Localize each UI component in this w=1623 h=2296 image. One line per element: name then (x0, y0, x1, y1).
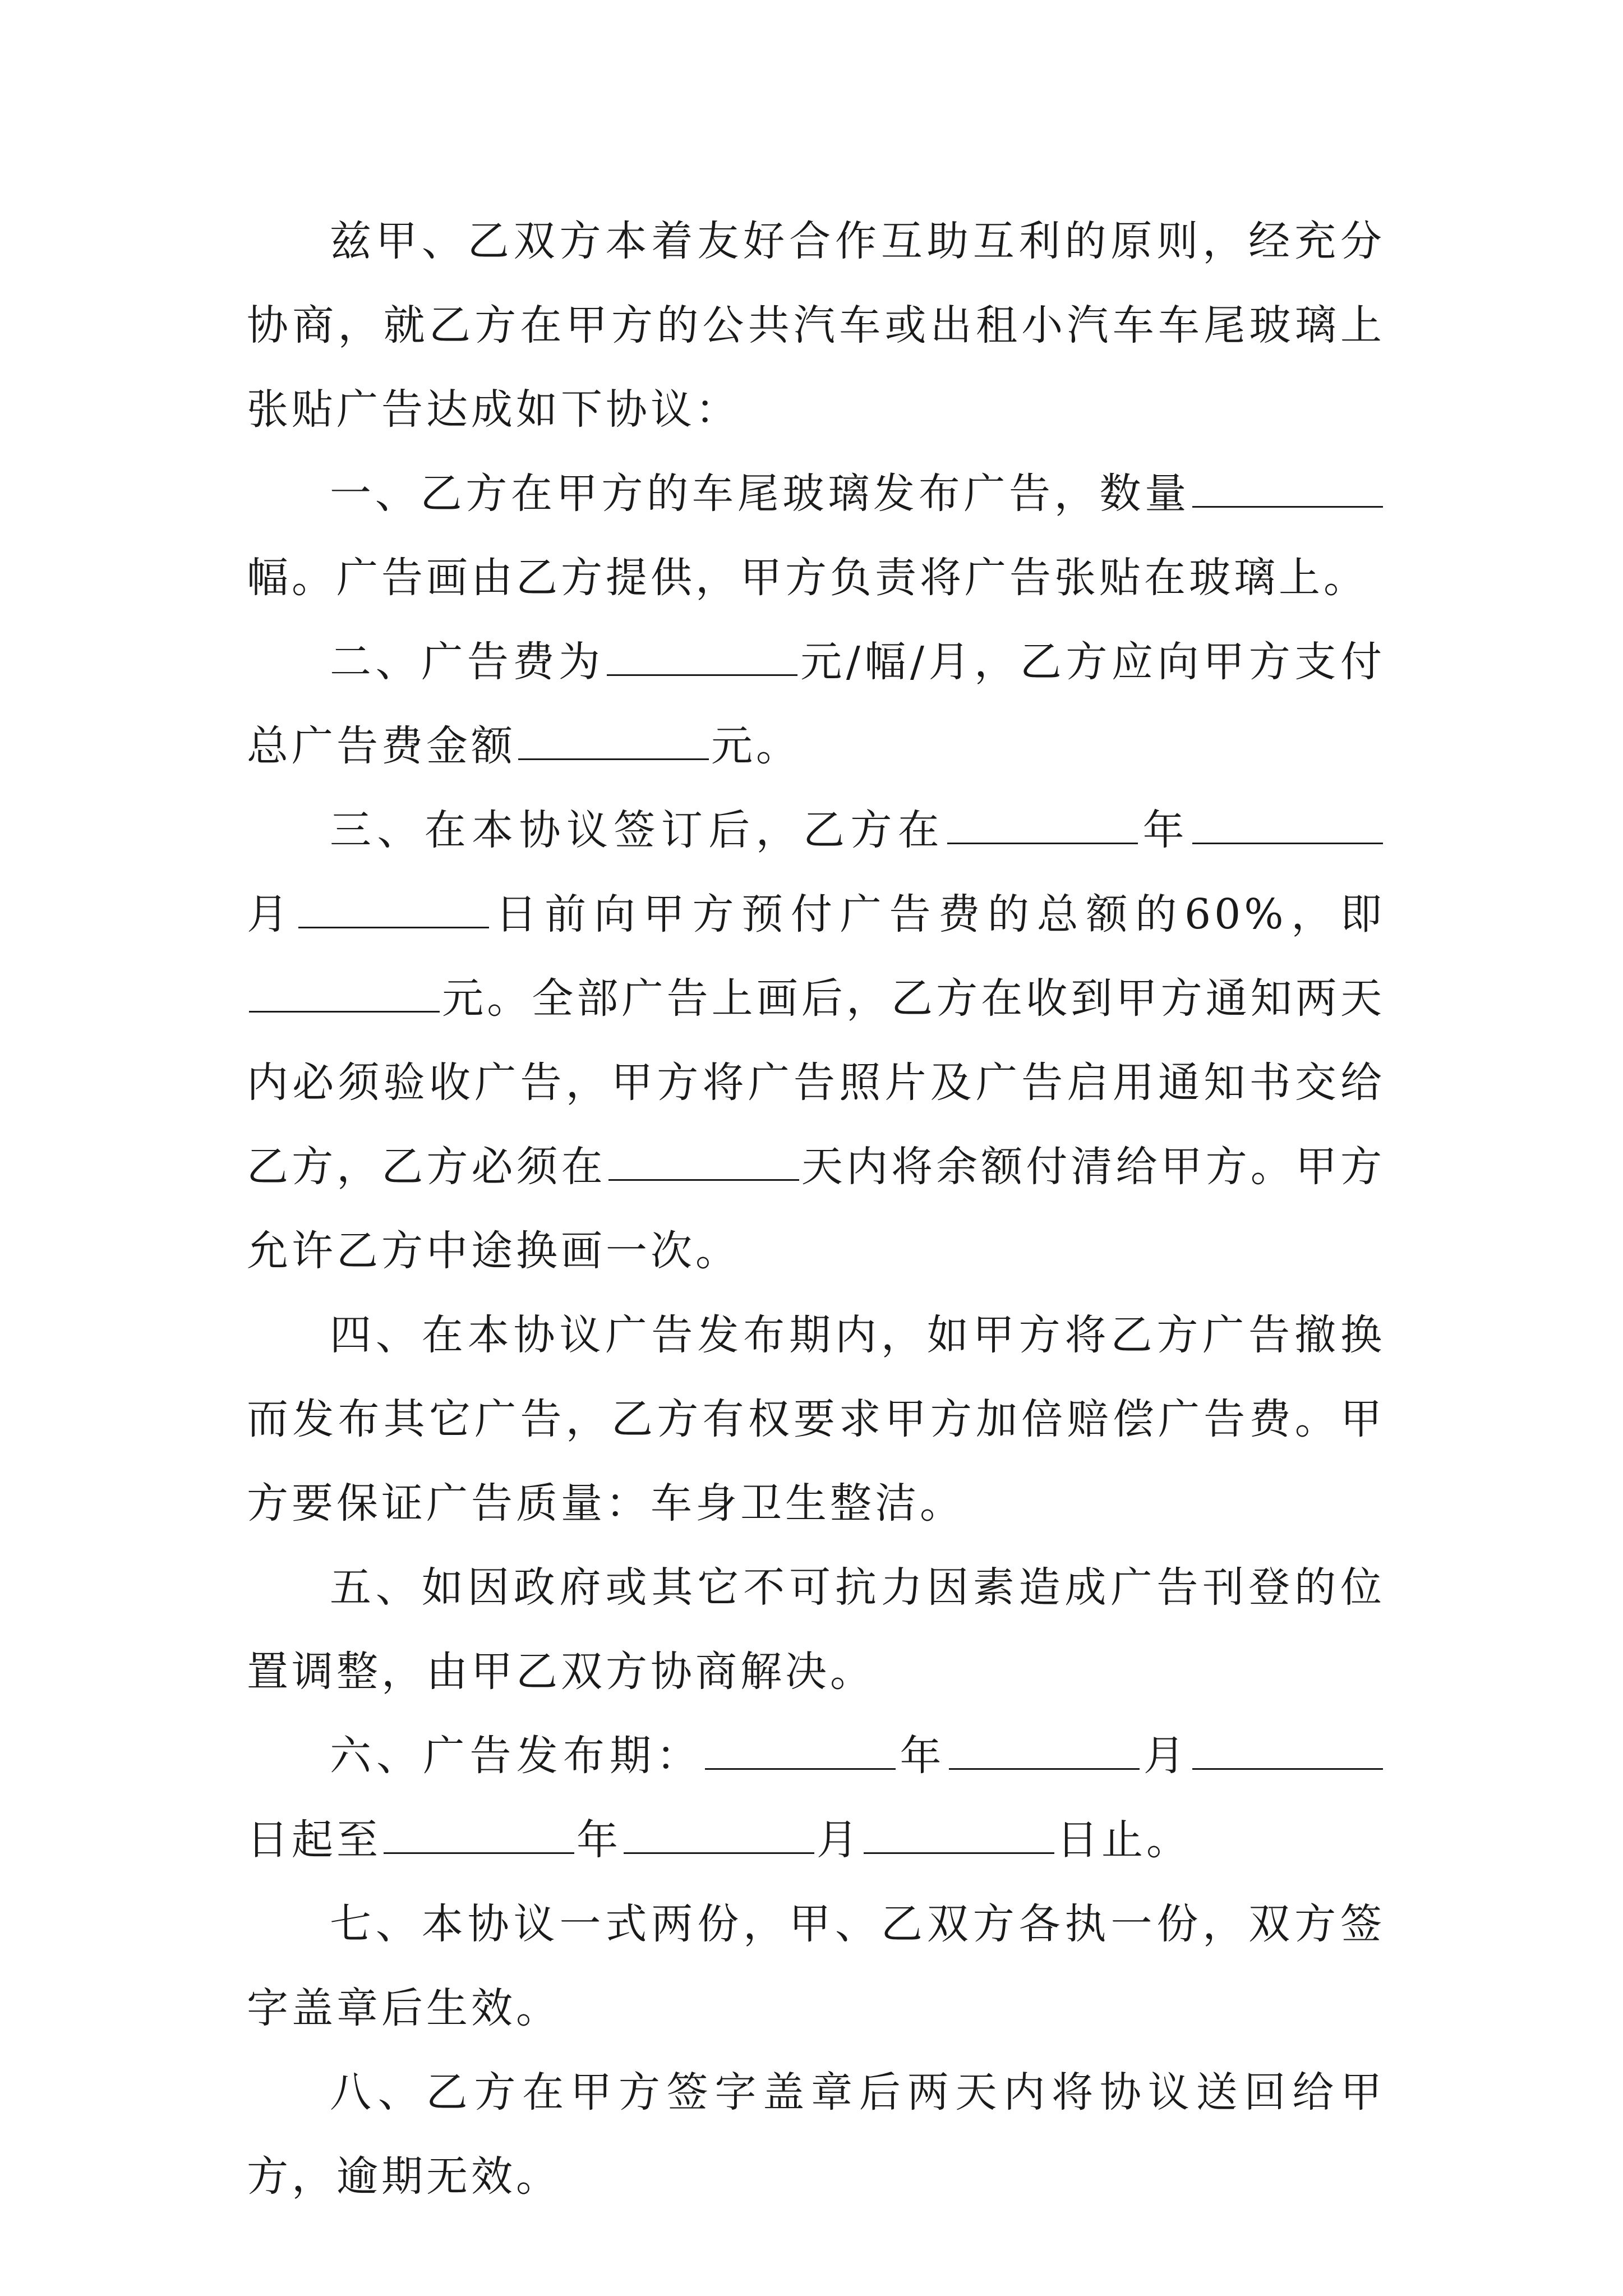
blank-field-start-year[interactable] (705, 1736, 896, 1770)
blank-field-prepay-month[interactable] (1192, 810, 1383, 844)
blank-field-prepay-year[interactable] (947, 810, 1138, 844)
blank-field-fee-per-month[interactable] (607, 642, 797, 676)
blank-field-end-day[interactable] (864, 1820, 1054, 1854)
blank-field-prepay-day[interactable] (298, 894, 489, 928)
blank-field-total-fee[interactable] (518, 726, 709, 760)
blank-field-quantity[interactable] (1192, 473, 1383, 508)
paragraph-clause-8: 八、乙方在甲方签字盖章后两天内将协议送回给甲方，逾期无效。 (247, 2068, 1385, 2201)
agreement-body (247, 199, 1385, 2219)
paragraph-clause-7: 七、本协议一式两份，甲、乙双方各执一份，双方签字盖章后生效。 (247, 1900, 1385, 2032)
blank-field-end-year[interactable] (384, 1820, 574, 1854)
blank-field-start-month[interactable] (949, 1736, 1140, 1770)
paragraph-intro: 兹甲、乙双方本着友好合作互助互利的原则，经充分协商，就乙方在甲方的公共汽车或出租小汽车车尾玻璃上张贴广告达成如下协议： (247, 217, 1385, 434)
paragraph-clause-4: 四、在本协议广告发布期内，如甲方将乙方广告撤换而发布其它广告，乙方有权要求甲方加倍赔偿广告费。甲方要保证广告质量：车身卫生整洁。 (247, 1311, 1385, 1527)
blank-field-prepay-amount[interactable] (249, 978, 440, 1013)
paragraph-clause-1: 一、乙方在甲方的车尾玻璃发布广告，数量幅。广告画由乙方提供，甲方负责将广告张贴在玻璃上。 (247, 452, 1385, 620)
paragraph-clause-6: 六、广告发布期： 年 月日起至 年 月 日止。 (247, 1714, 1385, 1882)
paragraph-clause-5: 五、如因政府或其它不可抗力因素造成广告刊登的位置调整，由甲乙双方协商解决。 (247, 1563, 1385, 1696)
blank-field-start-day[interactable] (1192, 1736, 1383, 1770)
paragraph-clause-2: 二、广告费为 元/幅/月，乙方应向甲方支付总广告费金额 元。 (247, 638, 1385, 770)
blank-field-balance-days[interactable] (608, 1147, 799, 1181)
paragraph-clause-3: 三、在本协议签订后，乙方在 年月 日前向甲方预付广告费的总额的60%，即元。全部广告上画后，乙方在收到甲方通知两天内必须验收广告，甲方将广告照片及广告启用通知书交给乙方，乙方必须在 天内将余额付清给甲方。甲方允许乙方中途换画一次。 (247, 806, 1386, 1275)
blank-field-end-month[interactable] (624, 1820, 814, 1854)
